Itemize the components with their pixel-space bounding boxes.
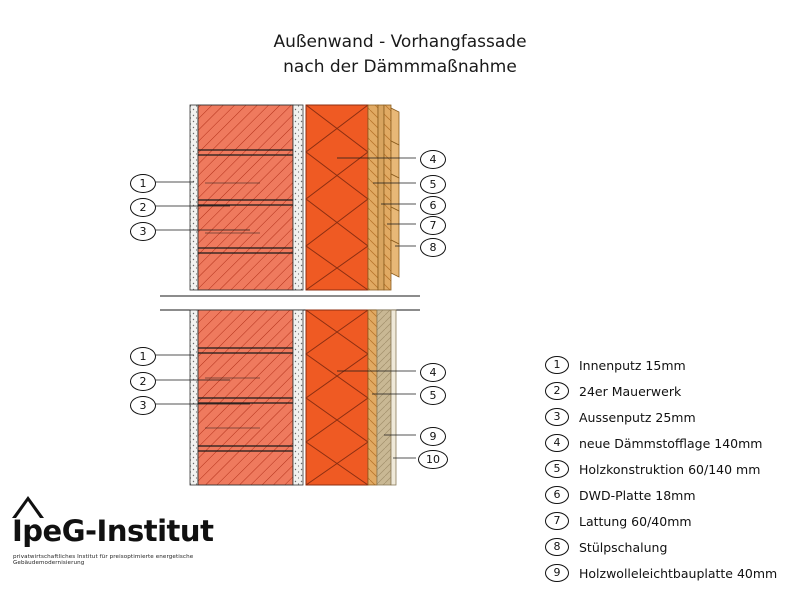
callout-top-2: 2 xyxy=(130,198,156,217)
legend-number: 8 xyxy=(545,538,569,556)
legend-label: Stülpschalung xyxy=(579,539,668,555)
legend-label: neue Dämmstofflage 140mm xyxy=(579,435,763,451)
legend-number: 3 xyxy=(545,408,569,426)
legend-item-2 xyxy=(545,378,795,404)
callout-top-8: 8 xyxy=(420,238,446,257)
legend-number: 6 xyxy=(545,486,569,504)
legend-item-6 xyxy=(545,482,795,508)
legend-number: 4 xyxy=(545,434,569,452)
legend-number: 2 xyxy=(545,382,569,400)
callout-bottom-1: 1 xyxy=(130,347,156,366)
title-line-1: Außenwand - Vorhangfassade xyxy=(273,32,527,52)
callout-bottom-4: 4 xyxy=(420,363,446,382)
legend-label: 24er Mauerwerk xyxy=(579,383,682,399)
legend xyxy=(545,352,795,586)
callout-top-6: 6 xyxy=(420,196,446,215)
legend-item-3 xyxy=(545,404,795,430)
legend-item-8 xyxy=(545,534,795,560)
callout-bottom-2: 2 xyxy=(130,372,156,391)
legend-number: 7 xyxy=(545,512,569,530)
legend-number: 9 xyxy=(545,564,569,582)
legend-item-7 xyxy=(545,508,795,534)
legend-item-1 xyxy=(545,352,795,378)
legend-number: 1 xyxy=(545,356,569,374)
legend-label: Lattung 60/40mm xyxy=(579,513,692,529)
legend-number: 5 xyxy=(545,460,569,478)
bottom-section xyxy=(144,310,416,485)
break-lines xyxy=(160,296,420,310)
callout-top-4: 4 xyxy=(420,150,446,169)
legend-label: Aussenputz 25mm xyxy=(579,409,696,425)
legend-item-5 xyxy=(545,456,795,482)
legend-item-4 xyxy=(545,430,795,456)
logo-tagline: privatwirtschaftliches Institut für preisoptimierte energetische Gebäudemodernisierung xyxy=(13,554,194,566)
legend-label: Innenputz 15mm xyxy=(579,357,686,373)
callout-bottom-9: 9 xyxy=(420,427,446,446)
title-line-2: nach der Dämmmaßnahme xyxy=(283,56,517,77)
callout-top-7: 7 xyxy=(420,216,446,235)
legend-label: Holzkonstruktion 60/140 mm xyxy=(579,461,761,477)
legend-item-9 xyxy=(545,560,795,586)
legend-label: Holzwolleleichtbauplatte 40mm xyxy=(579,565,778,581)
legend-label: DWD-Platte 18mm xyxy=(579,487,696,503)
top-section xyxy=(144,105,416,290)
callout-top-3: 3 xyxy=(130,222,156,241)
callout-bottom-3: 3 xyxy=(130,396,156,415)
callout-top-5: 5 xyxy=(420,175,446,194)
logo-name: IpeG-Institut xyxy=(12,514,214,548)
callout-bottom-5: 5 xyxy=(420,386,446,405)
callout-bottom-10: 10 xyxy=(418,450,448,469)
callout-top-1: 1 xyxy=(130,174,156,193)
